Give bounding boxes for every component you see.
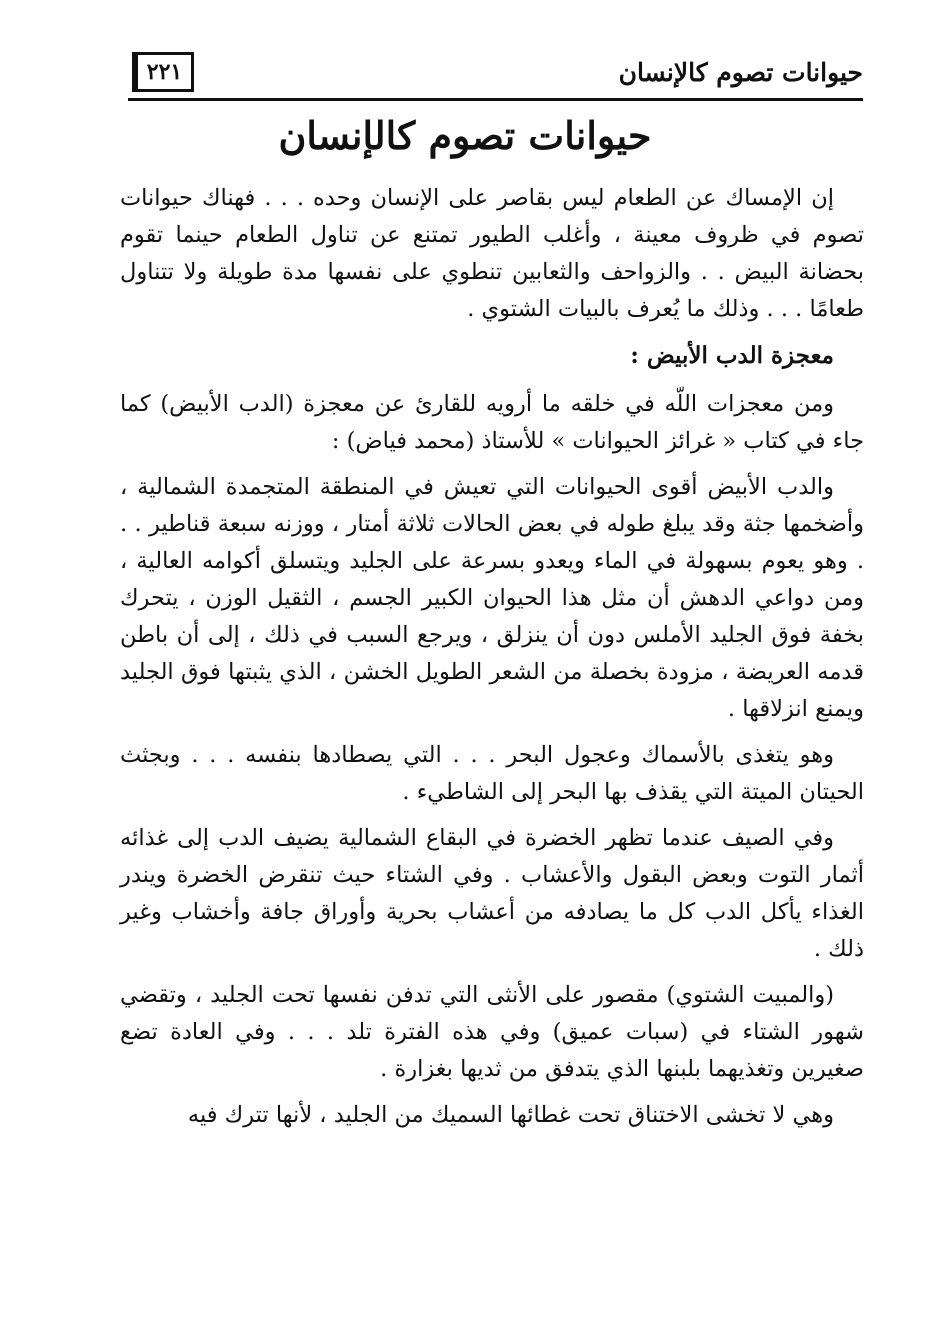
paragraph-bear-description: والدب الأبيض أقوى الحيوانات التي تعيش في المنطقة المتجمدة الشمالية ، وأضخمها جثة وقد يبلغ طوله في بعض الحالات ثلاثة أمتار ، ووزنه سبعة قناطير . . . وهو يعوم بسهولة في الماء ويعدو بسرعة على الجليد ويتسلق أكوامه العالية ، ومن دواعي الدهش أن مثل هذا الحيوان الكبير الجسم ، الثقيل الوزن ، يتحرك بخفة فوق الجليد الأملس دون أن ينزلق ، ويرجع السبب في ذلك ، إلى أن باطن قدمه العريضة ، مزودة بخصلة من الشعر الطويل الخشن ، الذي يثبتها فوق الجليد ويمنع انزلاقها . (120, 474, 864, 722)
page-number: ٢٢١ (132, 52, 194, 92)
paragraph-seasons: وفي الصيف عندما تظهر الخضرة في البقاع الشمالية يضيف الدب إلى غذائه أثمار التوت وبعض البقول والأعشاب . وفي الشتاء حيث تنقرض الخضرة ويندر الغذاء يأكل الدب كل ما يصادفه من أعشاب بحرية وأوراق جافة وأخشاب وغير ذلك . (120, 825, 864, 962)
body-text (120, 180, 864, 1143)
paragraph-continued: وهي لا تخشى الاختناق تحت غطائها السميك من الجليد ، لأنها تترك فيه (187, 1102, 834, 1128)
chapter-title: حيوانات تصوم كالإنسان (278, 113, 652, 158)
section-heading: معجزة الدب الأبيض : (630, 342, 834, 369)
running-header (128, 52, 863, 101)
running-title: حيوانات تصوم كالإنسان (618, 58, 863, 87)
paragraph-hibernation: (والمبيت الشتوي) مقصور على الأنثى التي تدفن نفسها تحت الجليد ، وتقضي شهور الشتاء في (سبات عميق) وفي هذه الفترة تلد . . . وفي العادة تضع صغيرين وتغذيهما بلبنها الذي يتدفق من ثديها بغزارة . (120, 982, 864, 1082)
paragraph-bear-food: وهو يتغذى بالأسماك وعجول البحر . . . التي يصطادها بنفسه . . . وبجثث الحيتان الميتة التي يقذف بها البحر إلى الشاطيء . (120, 742, 864, 805)
intro-paragraph: إن الإمساك عن الطعام ليس بقاصر على الإنسان وحده . . . فهناك حيوانات تصوم في ظروف معينة ، وأغلب الطيور تمتنع عن تناول الطعام حينما تقوم بحضانة البيض . . والزواحف والثعابين تنطوي على نفسها مدة طويلة ولا تتناول طعامًا . . . وذلك ما يُعرف بالبيات الشتوي . (120, 185, 864, 322)
paragraph-source: ومن معجزات اللّه في خلقه ما أرويه للقارئ عن معجزة (الدب الأبيض) كما جاء في كتاب « غرائز الحيوانات » للأستاذ (محمد فياض) : (120, 391, 864, 454)
